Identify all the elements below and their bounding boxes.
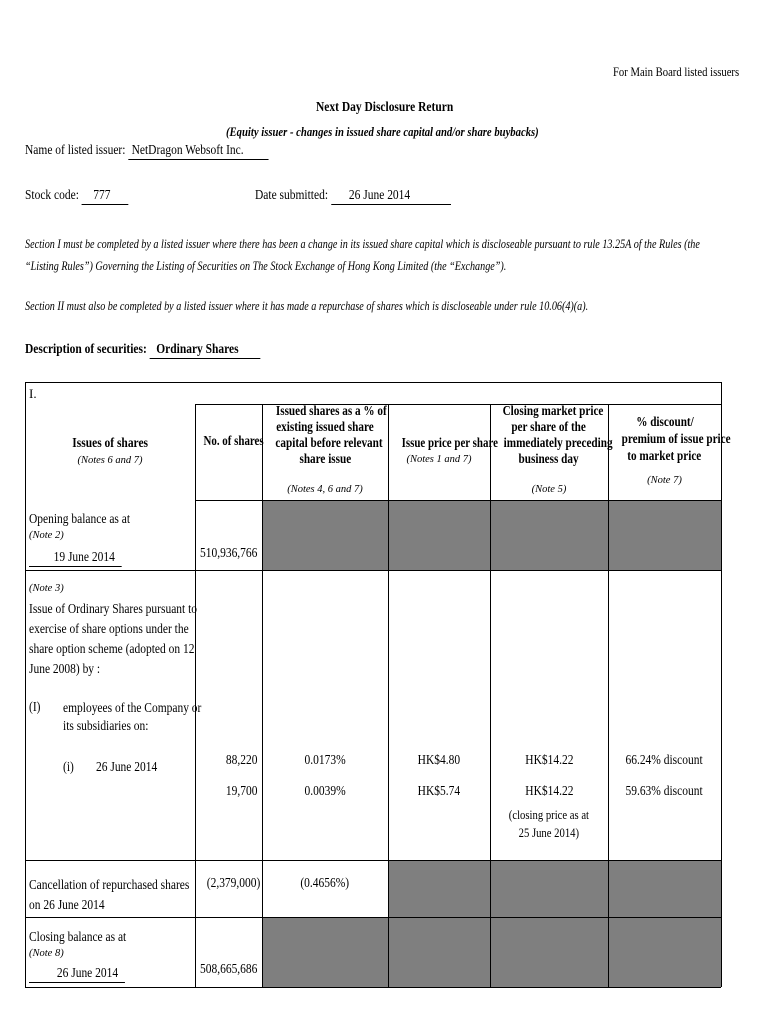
issue-note: (Note 3) [29,583,64,594]
closing-note: (Note 8) [29,948,64,959]
table-rule [608,404,609,987]
header-issued-pct-note: (Notes 4, 6 and 7) [287,484,363,495]
issue-row-1-shares: 88,220 [225,753,257,768]
table-rule [25,917,721,918]
securities-label: Description of securities: [25,342,147,357]
header-no-of-shares: No. of shares [203,434,264,449]
header-issues-of-shares: Issues of shares [72,436,148,451]
issue-row-2-close-note: (closing price as at 25 June 2014) [508,807,590,840]
issue-sub-description: employees of the Company or its subsidiaries on: [63,701,202,734]
date-submitted-label: Date submitted: [255,188,329,203]
issue-row-2-close: HK$14.22 [524,784,574,799]
issue-row-1-pct: 0.0173% [304,753,346,768]
cancellation-label: Cancellation of repurchased shares on 26 June 2014 [29,878,190,913]
issue-row-2-shares: 19,700 [225,784,257,799]
table-rule [25,860,721,861]
issue-row-2-price: HK$5.74 [417,784,461,799]
gray-cell [262,917,388,987]
opening-date: 19 June 2014 [29,550,142,567]
gray-cell [608,500,721,570]
header-issue-price-note: (Notes 1 and 7) [406,454,472,465]
header-discount: % discount/ premium of issue price to market price [621,415,731,464]
header-discount-note: (Note 7) [647,475,682,486]
issue-row-1-discount: 66.24% discount [625,753,704,768]
page-subtitle: (Equity issuer - changes in issued share capital and/or share buybacks) [226,124,539,139]
page-title: Next Day Disclosure Return [316,100,454,115]
issue-sub-marker: (I) [29,700,41,715]
header-issued-pct: Issued shares as a % of existing issued share capital before relevant share issue [275,404,387,467]
date-submitted-row [255,188,494,205]
issuer-name-row [25,143,322,160]
gray-cell [388,917,490,987]
cancellation-shares: (2,379,000) [206,876,261,891]
securities-value: Ordinary Shares [150,342,260,359]
gray-cell [388,860,490,917]
table-rule [721,382,722,987]
instruction-section1-line2: “Listing Rules”) Governing the Listing of Securities on The Stock Exchange of Hong Kong Limited (the “Exchange”). [25,258,507,273]
gray-cell [262,500,388,570]
board-label: For Main Board listed issuers [613,64,740,79]
table-rule [388,404,389,987]
securities-row [25,342,312,359]
cancellation-pct: (0.4656%) [300,876,350,891]
issuer-name-value: NetDragon Websoft Inc. [128,143,268,160]
table-rule [25,570,721,571]
header-issue-price: Issue price per share [401,436,498,451]
gray-cell [490,860,608,917]
gray-cell [388,500,490,570]
issue-row-1-close: HK$14.22 [524,753,574,768]
issue-row-1-price: HK$4.80 [417,753,461,768]
table-rule [25,382,721,383]
instruction-section2: Section II must also be completed by a listed issuer where it has made a repurchase of shares which is discloseable under rule 10.06(4)(a). [25,298,589,313]
gray-cell [490,917,608,987]
table-rule [195,500,721,501]
opening-note: (Note 2) [29,530,64,541]
issue-item-date: 26 June 2014 [96,760,158,775]
stock-code-row [25,188,151,205]
issue-description: Issue of Ordinary Shares pursuant to exercise of share options under the share option scheme (adopted on 12 June 2008) by : [29,602,198,677]
section-label: I. [29,386,37,401]
stock-code-value: 777 [82,188,129,205]
table-rule [25,382,26,987]
issue-row-2-pct: 0.0039% [304,784,346,799]
opening-shares: 510,936,766 [200,546,258,561]
instruction-section1-line1: Section I must be completed by a listed issuer where there has been a change in its issued share capital which is discloseable pursuant to rule 13.25A of the Rules (the [25,236,700,251]
issuer-name-label: Name of listed issuer: [25,143,126,158]
closing-date: 26 June 2014 [29,966,146,983]
table-rule [25,987,721,988]
issue-item-marker: (i) [63,760,74,775]
header-issues-note: (Notes 6 and 7) [77,455,143,466]
date-submitted-value: 26 June 2014 [331,188,451,205]
header-closing-price-note: (Note 5) [531,484,567,495]
stock-code-label: Stock code: [25,188,79,203]
opening-label: Opening balance as at [29,512,131,527]
gray-cell [608,860,721,917]
header-closing-price: Closing market price per share of the immediately preceding business day [502,404,613,467]
gray-cell [608,917,721,987]
gray-cell [490,500,608,570]
issue-row-2-discount: 59.63% discount [625,784,704,799]
closing-label: Closing balance as at [29,930,127,945]
closing-shares: 508,665,686 [200,962,258,977]
